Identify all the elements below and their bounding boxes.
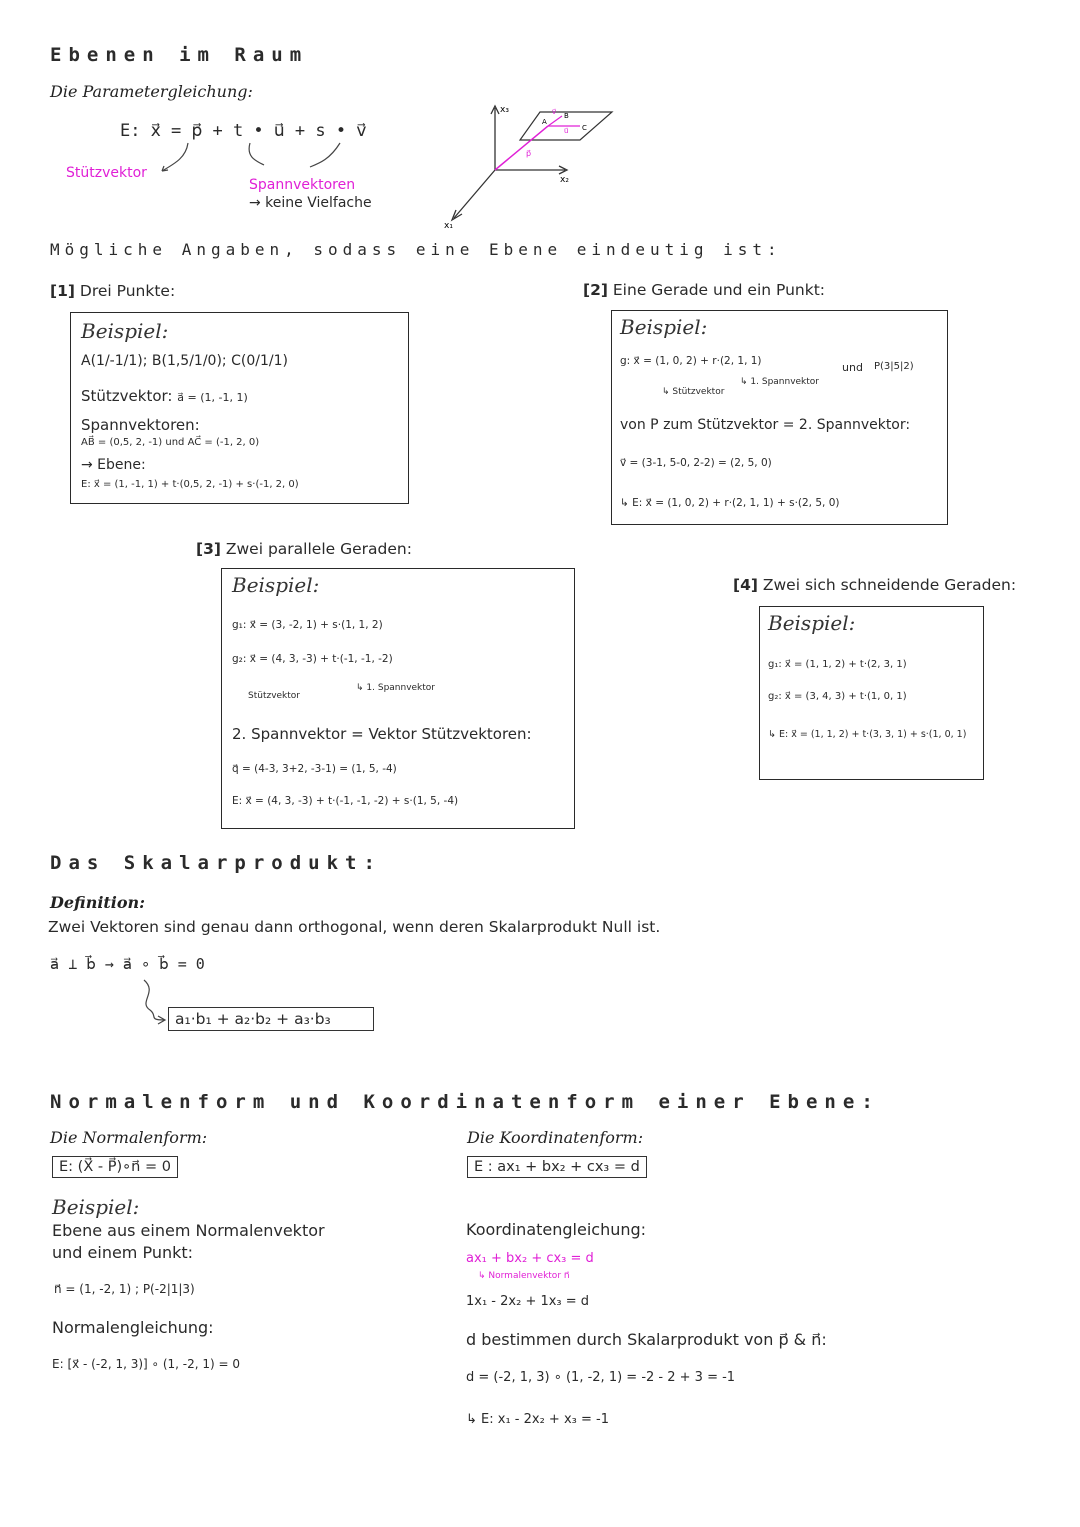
koordinaten-annot: ↳ Normalenvektor n⃗ bbox=[478, 1271, 570, 1281]
case2-von: von P zum Stützvektor = 2. Spannvektor: bbox=[620, 417, 911, 433]
case2-e: ↳ E: x⃗ = (1, 0, 2) + r·(2, 1, 1) + s·(2, 5, 0) bbox=[620, 497, 840, 509]
point-b-label: B bbox=[564, 112, 569, 120]
case2-point: P(3|5|2) bbox=[874, 361, 914, 372]
case3-annot-stuetz: Stützvektor bbox=[248, 691, 301, 701]
case4-g1: g₁: x⃗ = (1, 1, 2) + t·(2, 3, 1) bbox=[768, 659, 907, 670]
d-bestimmen: d bestimmen durch Skalarprodukt von p⃗ & n⃗: bbox=[466, 1330, 827, 1349]
case2-gerade: g: x⃗ = (1, 0, 2) + r·(2, 1, 1) bbox=[620, 355, 762, 367]
koordinaten-eq2: 1x₁ - 2x₂ + 1x₃ = d bbox=[466, 1294, 590, 1309]
keine-vielfache-label: → keine Vielfache bbox=[249, 195, 372, 211]
koordinatenform-eq: E : ax₁ + bx₂ + cx₃ = d bbox=[467, 1156, 647, 1178]
case4-title bbox=[733, 576, 1016, 594]
skalar-arrow bbox=[138, 978, 170, 1030]
moegliche-heading: Mögliche Angaben, sodass eine Ebene eindeutig ist: bbox=[50, 240, 782, 259]
normalenform-title: Die Normalenform: bbox=[50, 1128, 208, 1147]
case3-annot-spann: ↳ 1. Spannvektor bbox=[356, 683, 436, 693]
case3-num: [3] bbox=[196, 540, 221, 558]
param-equation: E: x⃗ = p⃗ + t • u⃗ + s • v⃗ bbox=[120, 121, 367, 141]
param-arrows bbox=[150, 135, 360, 180]
case3-e: E: x⃗ = (4, 3, -3) + t·(-1, -1, -2) + s·(1, 5, -4) bbox=[232, 795, 459, 807]
case1-ebene-eq: E: x⃗ = (1, -1, 1) + t·(0,5, 2, -1) + s·(-1, 2, 0) bbox=[81, 479, 299, 490]
case2-annot-spann: ↳ 1. Spannvektor bbox=[740, 377, 820, 387]
case2-text: Eine Gerade und ein Punkt: bbox=[612, 281, 826, 299]
case3-beispiel: Beispiel: bbox=[232, 573, 320, 597]
case3-title bbox=[196, 540, 412, 558]
case1-beispiel: Beispiel: bbox=[81, 319, 169, 343]
normal-heading: Normalenform und Koordinatenform einer Ebene: bbox=[50, 1091, 880, 1113]
case2-annot-stuetz: ↳ Stützvektor bbox=[662, 387, 725, 397]
normal-n: n⃗ = (1, -2, 1) ; P(-2|1|3) bbox=[54, 1282, 195, 1296]
skalar-text: Zwei Vektoren sind genau dann orthogonal, wenn deren Skalarprodukt Null ist. bbox=[48, 918, 661, 936]
case4-text: Zwei sich schneidende Geraden: bbox=[762, 576, 1017, 594]
case1-box bbox=[70, 312, 409, 504]
axis-x2-label: x₂ bbox=[560, 175, 569, 185]
case4-beispiel: Beispiel: bbox=[768, 611, 856, 635]
case2-box bbox=[611, 310, 948, 525]
d-equation: d = (-2, 1, 3) ∘ (1, -2, 1) = -2 - 2 + 3 = -1 bbox=[466, 1370, 736, 1385]
skalar-product: a₁·b₁ + a₂·b₂ + a₃·b₃ bbox=[168, 1007, 374, 1031]
normal-aus: Ebene aus einem Normalenvektor bbox=[52, 1221, 325, 1240]
case3-second: 2. Spannvektor = Vektor Stützvektoren: bbox=[232, 725, 532, 743]
point-c-label: C bbox=[582, 124, 587, 132]
skalar-heading: Das Skalarprodukt: bbox=[50, 852, 382, 874]
case2-und: und bbox=[842, 361, 863, 374]
case3-q: q⃗ = (4-3, 3+2, -3-1) = (1, 5, -4) bbox=[232, 763, 397, 775]
param-heading: Die Parametergleichung: bbox=[50, 82, 253, 101]
case3-g1: g₁: x⃗ = (3, -2, 1) + s·(1, 1, 2) bbox=[232, 619, 383, 631]
coordinate-diagram bbox=[440, 100, 630, 235]
case1-ebene: → Ebene: bbox=[81, 457, 146, 473]
koordinaten-eq1: ax₁ + bx₂ + cx₃ = d bbox=[466, 1251, 594, 1266]
case1-spann: Spannvektoren: bbox=[81, 416, 200, 434]
vector-v-label: v⃗ bbox=[552, 108, 557, 116]
koordinaten-label: Koordinatengleichung: bbox=[466, 1220, 647, 1239]
case4-box bbox=[759, 606, 984, 780]
case1-stuetz-label: Stützvektor: bbox=[81, 387, 173, 405]
normal-beispiel: Beispiel: bbox=[52, 1195, 140, 1219]
normalenform-eq: E: (X⃗ - P⃗)∘n⃗ = 0 bbox=[52, 1156, 178, 1178]
vector-u-label: u⃗ bbox=[564, 127, 569, 135]
case1-stuetz-vec: a⃗ = (1, -1, 1) bbox=[177, 391, 248, 404]
skalar-def: Definition: bbox=[50, 893, 146, 912]
case1-stuetz bbox=[81, 387, 248, 405]
case4-e: ↳ E: x⃗ = (1, 1, 2) + t·(3, 3, 1) + s·(1, 0, 1) bbox=[768, 729, 967, 740]
case2-v: v⃗ = (3-1, 5-0, 2-2) = (2, 5, 0) bbox=[620, 457, 772, 469]
case4-g2: g₂: x⃗ = (3, 4, 3) + t·(1, 0, 1) bbox=[768, 691, 907, 702]
axis-x1-label: x₁ bbox=[444, 221, 453, 231]
spannvektoren-label: Spannvektoren bbox=[249, 177, 356, 193]
normal-ng-eq: E: [x⃗ - (-2, 1, 3)] ∘ (1, -2, 1) = 0 bbox=[52, 1357, 241, 1371]
case1-num: [1] bbox=[50, 282, 75, 300]
point-a-label: A bbox=[542, 118, 547, 126]
case1-title bbox=[50, 282, 175, 300]
case1-points: A(1/-1/1); B(1,5/1/0); C(0/1/1) bbox=[81, 353, 288, 369]
normal-ng: Normalengleichung: bbox=[52, 1318, 214, 1337]
axis-x3-label: x₃ bbox=[500, 105, 509, 115]
skalar-formula: a⃗ ⊥ b⃗ → a⃗ ∘ b⃗ = 0 bbox=[50, 955, 205, 973]
final-equation: ↳ E: x₁ - 2x₂ + x₃ = -1 bbox=[466, 1412, 609, 1427]
case3-box bbox=[221, 568, 575, 829]
koordinatenform-title: Die Koordinatenform: bbox=[467, 1128, 644, 1147]
vector-p-label: p⃗ bbox=[526, 149, 532, 158]
case3-g2: g₂: x⃗ = (4, 3, -3) + t·(-1, -1, -2) bbox=[232, 653, 393, 665]
page-title: Ebenen im Raum bbox=[50, 44, 309, 66]
stuetzvektor-label: Stützvektor bbox=[66, 165, 147, 181]
case4-num: [4] bbox=[733, 576, 758, 594]
case2-beispiel: Beispiel: bbox=[620, 315, 708, 339]
normal-aus2: und einem Punkt: bbox=[52, 1243, 194, 1262]
case2-num: [2] bbox=[583, 281, 608, 299]
case3-text: Zwei parallele Geraden: bbox=[225, 540, 412, 558]
case1-text: Drei Punkte: bbox=[79, 282, 176, 300]
case1-spann-vec: AB⃗ = (0,5, 2, -1) und AC⃗ = (-1, 2, 0) bbox=[81, 437, 260, 448]
case2-title bbox=[583, 281, 825, 299]
